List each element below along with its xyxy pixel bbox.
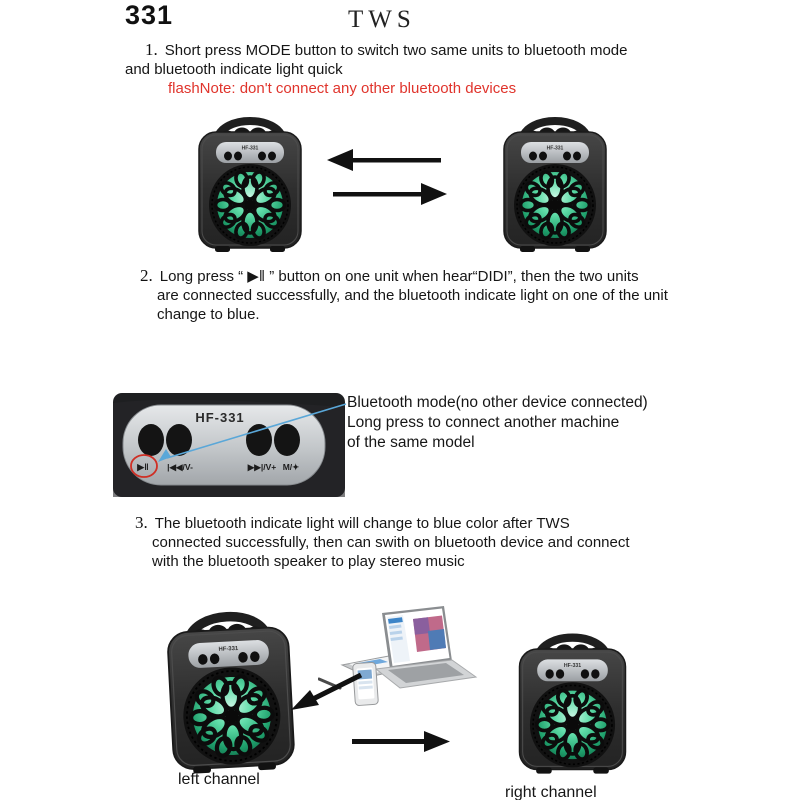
step-2 (140, 266, 740, 324)
page-model-number: 331 (125, 0, 174, 30)
speaker-illustration-top-right (490, 112, 620, 254)
callout-text (347, 393, 667, 453)
step-2-line-1 (140, 266, 740, 286)
step-3-number: 3. (135, 513, 148, 532)
step-2-text-1: Long press “ ▶‖ ” button on one unit when hear“DIDI”, then the two units (159, 268, 639, 285)
panel-label-prev-vol-down: |◀◀/V- (167, 462, 193, 472)
arrow-to-right-channel (352, 728, 452, 755)
step-2-text-2: are connected successfully, and the bluetooth indicate light on one of the unit (157, 287, 668, 304)
callout-leader-line (155, 399, 350, 467)
step-1 (125, 40, 665, 98)
callout-line-1: Bluetooth mode(no other device connected) (347, 394, 648, 411)
step-2-number: 2. (140, 266, 153, 285)
step-1-text-1: Short press MODE button to switch two same units to bluetooth mode (164, 42, 628, 59)
arrow-left-icon (327, 149, 441, 171)
callout-line-3: of the same model (347, 434, 475, 451)
step-3-line-1 (135, 513, 715, 533)
page-title: TWS (348, 6, 416, 33)
step-3 (135, 513, 715, 571)
step-1-line-1 (145, 40, 665, 60)
speaker-illustration-bottom-right (505, 622, 640, 782)
laptop (376, 606, 476, 688)
arrow-down-left-icon (291, 690, 319, 710)
step-1-text-2: and bluetooth indicate light quick (125, 61, 343, 78)
swap-arrows (325, 146, 449, 210)
arrow-right-icon (424, 731, 450, 752)
left-channel-label: left channel (178, 771, 260, 788)
step-3-text-1: The bluetooth indicate light will change to blue color after TWS (154, 515, 570, 532)
callout-arrowhead-icon (158, 449, 171, 462)
speaker-illustration-top-left (185, 112, 315, 254)
panel-label-mode-light: M/✦ (282, 462, 300, 472)
panel-label-play-pause: ▶‖ (137, 462, 149, 472)
right-channel-label: right channel (505, 784, 597, 800)
step-2-text-3: change to blue. (157, 306, 260, 323)
step-1-number: 1. (145, 40, 158, 59)
panel-label-next-vol-up: ▶▶|/V+ (247, 462, 277, 472)
step-3-text-3: with the bluetooth speaker to play stereo music (152, 553, 465, 570)
callout-line-2: Long press to connect another machine (347, 414, 620, 431)
arrow-to-left-channel (283, 668, 367, 720)
arrow-right-icon (333, 183, 447, 205)
panel-model-label: HF-331 (195, 410, 245, 425)
step-3-text-2: connected successfully, then can swith on bluetooth device and connect (152, 534, 630, 551)
step-1-note: flashNote: don't connect any other bluetooth devices (168, 80, 517, 97)
